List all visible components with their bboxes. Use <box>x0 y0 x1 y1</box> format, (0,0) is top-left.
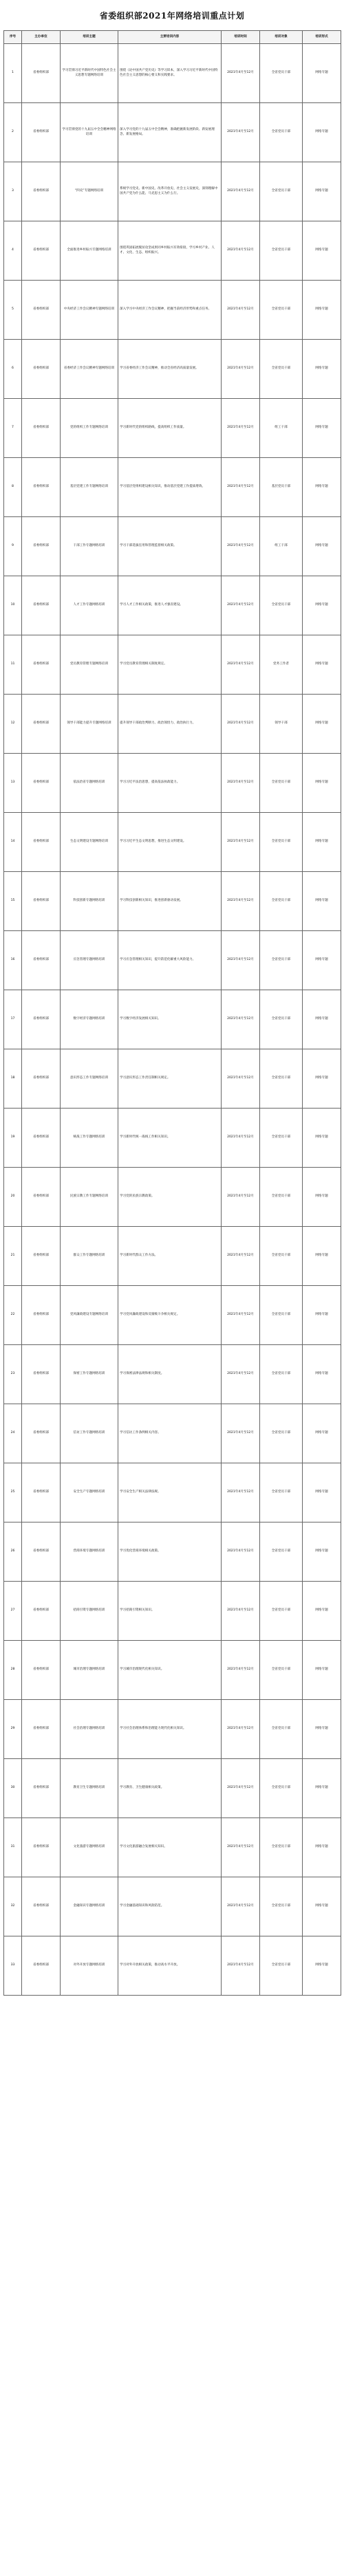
cell-no: 4 <box>4 221 22 281</box>
cell-org: 省委组织部 <box>22 399 61 458</box>
table-row <box>4 517 341 576</box>
cell-no: 11 <box>4 635 22 695</box>
cell-topic: 群众工作专题网络培训 <box>61 1227 118 1286</box>
cell-no: 21 <box>4 1227 22 1286</box>
cell-audience: 全省党员干部 <box>260 1759 303 1818</box>
cell-org: 省委组织部 <box>22 635 61 695</box>
cell-format: 网络专题 <box>303 695 341 754</box>
cell-audience: 全省党员干部 <box>260 576 303 635</box>
cell-topic: 全面推进乡村振兴专题网络培训 <box>61 221 118 281</box>
table-row <box>4 44 341 103</box>
cell-audience: 全省党员干部 <box>260 1877 303 1936</box>
cell-content: 学习金融基础知识和风险防范。 <box>118 1877 222 1936</box>
cell-topic: 基层党建工作专题网络培训 <box>61 458 118 517</box>
cell-no: 17 <box>4 990 22 1049</box>
cell-format: 网络专题 <box>303 1582 341 1641</box>
cell-audience: 党务工作者 <box>260 635 303 695</box>
cell-org: 省委组织部 <box>22 281 61 340</box>
cell-org: 省委组织部 <box>22 517 61 576</box>
cell-no: 5 <box>4 281 22 340</box>
cell-no: 10 <box>4 576 22 635</box>
cell-content: 学习数字经济发展相关知识。 <box>118 990 222 1049</box>
table-row <box>4 576 341 635</box>
cell-time: 2021年4月至12月 <box>222 44 260 103</box>
cell-format: 网络专题 <box>303 1286 341 1345</box>
cell-format: 网络专题 <box>303 576 341 635</box>
cell-audience: 全省党员干部 <box>260 44 303 103</box>
cell-topic: 安全生产专题网络培训 <box>61 1463 118 1522</box>
cell-topic: 社会治理专题网络培训 <box>61 1700 118 1759</box>
cell-format: 网络专题 <box>303 340 341 399</box>
cell-time: 2021年4月至12月 <box>222 872 260 931</box>
cell-format: 网络专题 <box>303 281 341 340</box>
table-row <box>4 1463 341 1522</box>
table-row <box>4 1700 341 1759</box>
cell-time: 2021年4月至12月 <box>222 1582 260 1641</box>
cell-time: 2021年4月至12月 <box>222 1463 260 1522</box>
cell-time: 2021年4月至12月 <box>222 1700 260 1759</box>
cell-no: 28 <box>4 1641 22 1700</box>
cell-topic: 党员教育管理专题网络培训 <box>61 635 118 695</box>
cell-content: 提升领导干部政治判断力、政治领悟力、政治执行力。 <box>118 695 222 754</box>
cell-topic: 学习贯彻党的十九届五中全会精神网络培训 <box>61 103 118 162</box>
cell-topic: 领导干部能力提升专题网络培训 <box>61 695 118 754</box>
cell-audience: 全省党员干部 <box>260 1463 303 1522</box>
cell-org: 省委组织部 <box>22 1049 61 1109</box>
cell-format: 网络专题 <box>303 1522 341 1582</box>
cell-time: 2021年4月至12月 <box>222 458 260 517</box>
cell-content: 学习优化营商环境相关政策。 <box>118 1522 222 1582</box>
cell-audience: 全省党员干部 <box>260 813 303 872</box>
cell-content: 学习习近平生态文明思想，推进生态文明建设。 <box>118 813 222 872</box>
table-body <box>4 44 341 1996</box>
table-row <box>4 103 341 162</box>
cell-format: 网络专题 <box>303 399 341 458</box>
cell-org: 省委组织部 <box>22 1759 61 1818</box>
cell-audience: 全省党员干部 <box>260 1345 303 1404</box>
cell-content: 学习招商引资相关知识。 <box>118 1582 222 1641</box>
cell-org: 省委组织部 <box>22 1227 61 1286</box>
cell-time: 2021年4月至12月 <box>222 1522 260 1582</box>
document-title: 省委组织部2021年网络培训重点计划 <box>99 10 245 21</box>
cell-topic: 民族宗教工作专题网络培训 <box>61 1168 118 1227</box>
cell-time: 2021年4月至12月 <box>222 281 260 340</box>
cell-topic: 对外开放专题网络培训 <box>61 1936 118 1996</box>
cell-topic: 干部工作专题网络培训 <box>61 517 118 576</box>
cell-topic: 文化旅游专题网络培训 <box>61 1818 118 1877</box>
cell-no: 19 <box>4 1109 22 1168</box>
cell-no: 25 <box>4 1463 22 1522</box>
cell-no: 32 <box>4 1877 22 1936</box>
cell-format: 网络专题 <box>303 517 341 576</box>
cell-org: 省委组织部 <box>22 1641 61 1700</box>
cell-time: 2021年4月至12月 <box>222 1936 260 1996</box>
cell-org: 省委组织部 <box>22 1582 61 1641</box>
table-row <box>4 990 341 1049</box>
cell-no: 29 <box>4 1700 22 1759</box>
cell-time: 2021年4月至12月 <box>222 931 260 990</box>
cell-no: 9 <box>4 517 22 576</box>
cell-audience: 领导干部 <box>260 695 303 754</box>
header-no: 序号 <box>4 31 22 44</box>
cell-format: 网络专题 <box>303 1168 341 1227</box>
cell-audience: 全省党员干部 <box>260 1109 303 1168</box>
cell-format: 网络专题 <box>303 754 341 813</box>
cell-topic: 科技创新专题网络培训 <box>61 872 118 931</box>
cell-format: 网络专题 <box>303 1818 341 1877</box>
cell-topic: 学习贯彻习近平新时代中国特色社会主义思想专题网络培训 <box>61 44 118 103</box>
table-row <box>4 1286 341 1345</box>
cell-time: 2021年4月至12月 <box>222 813 260 872</box>
cell-audience: 全省党员干部 <box>260 1936 303 1996</box>
cell-content: 学习党的民族宗教政策。 <box>118 1168 222 1227</box>
table-row <box>4 162 341 221</box>
table-row <box>4 399 341 458</box>
cell-audience: 全省党员干部 <box>260 281 303 340</box>
cell-audience: 全省党员干部 <box>260 1700 303 1759</box>
cell-org: 省委组织部 <box>22 340 61 399</box>
cell-org: 省委组织部 <box>22 103 61 162</box>
cell-no: 2 <box>4 103 22 162</box>
table-row <box>4 635 341 695</box>
cell-time: 2021年4月至12月 <box>222 1168 260 1227</box>
table-header-row <box>4 31 341 44</box>
cell-no: 3 <box>4 162 22 221</box>
cell-no: 16 <box>4 931 22 990</box>
cell-topic: 党的组织工作专题网络培训 <box>61 399 118 458</box>
cell-no: 33 <box>4 1936 22 1996</box>
cell-time: 2021年4月至12月 <box>222 221 260 281</box>
cell-topic: 城市治理专题网络培训 <box>61 1641 118 1700</box>
cell-no: 24 <box>4 1404 22 1463</box>
cell-topic: 金融知识专题网络培训 <box>61 1877 118 1936</box>
table-row <box>4 1641 341 1700</box>
cell-topic: 保密工作专题网络培训 <box>61 1345 118 1404</box>
table-row <box>4 695 341 754</box>
cell-topic: 依法治省专题网络培训 <box>61 754 118 813</box>
cell-content: 学习安全生产相关法律法规。 <box>118 1463 222 1522</box>
cell-org: 省委组织部 <box>22 162 61 221</box>
cell-time: 2021年4月至12月 <box>222 399 260 458</box>
cell-format: 网络专题 <box>303 1049 341 1109</box>
cell-content: 学习保密法律法规和相关制度。 <box>118 1345 222 1404</box>
table-row <box>4 1227 341 1286</box>
cell-org: 省委组织部 <box>22 1522 61 1582</box>
cell-audience: 全省党员干部 <box>260 872 303 931</box>
cell-org: 省委组织部 <box>22 1700 61 1759</box>
table-row <box>4 281 341 340</box>
cell-topic: 统战工作专题网络培训 <box>61 1109 118 1168</box>
table-row <box>4 1522 341 1582</box>
cell-format: 网络专题 <box>303 813 341 872</box>
cell-audience: 全省党员干部 <box>260 754 303 813</box>
cell-topic: 意识形态工作专题网络培训 <box>61 1049 118 1109</box>
cell-time: 2021年4月至12月 <box>222 517 260 576</box>
table-row <box>4 1936 341 1996</box>
cell-org: 省委组织部 <box>22 1818 61 1877</box>
cell-topic: 营商环境专题网络培训 <box>61 1522 118 1582</box>
cell-format: 网络专题 <box>303 458 341 517</box>
cell-no: 27 <box>4 1582 22 1641</box>
cell-format: 网络专题 <box>303 1877 341 1936</box>
cell-time: 2021年4月至12月 <box>222 1109 260 1168</box>
header-audience: 培训对象 <box>260 31 303 44</box>
cell-format: 网络专题 <box>303 44 341 103</box>
cell-content: 学习新时代群众工作方法。 <box>118 1227 222 1286</box>
cell-time: 2021年4月至12月 <box>222 1227 260 1286</box>
cell-content: 围绕巩固拓展脱贫攻坚成果同乡村振兴有效衔接，学习乡村产业、人才、文化、生态、组织振兴。 <box>118 221 222 281</box>
header-topic: 培训主题 <box>61 31 118 44</box>
cell-no: 7 <box>4 399 22 458</box>
cell-org: 省委组织部 <box>22 1404 61 1463</box>
header-format: 培训形式 <box>303 31 341 44</box>
cell-format: 网络专题 <box>303 221 341 281</box>
table-row <box>4 1759 341 1818</box>
cell-no: 14 <box>4 813 22 872</box>
cell-no: 1 <box>4 44 22 103</box>
cell-content: 学习文化旅游融合发展相关知识。 <box>118 1818 222 1877</box>
table-row <box>4 1109 341 1168</box>
cell-time: 2021年4月至12月 <box>222 1404 260 1463</box>
cell-no: 15 <box>4 872 22 931</box>
cell-time: 2021年4月至12月 <box>222 754 260 813</box>
cell-time: 2021年4月至12月 <box>222 1049 260 1109</box>
cell-format: 网络专题 <box>303 1700 341 1759</box>
cell-topic: “四史”专题网络培训 <box>61 162 118 221</box>
cell-content: 学习城市治理现代化相关知识。 <box>118 1641 222 1700</box>
cell-time: 2021年4月至12月 <box>222 990 260 1049</box>
cell-format: 网络专题 <box>303 103 341 162</box>
cell-content: 学习人才工作相关政策，推进人才强省建设。 <box>118 576 222 635</box>
table-row <box>4 1168 341 1227</box>
cell-content: 围绕《论中国共产党历史》等学习读本，深入学习习近平新时代中国特色社会主义思想的核心要义和实践要求。 <box>118 44 222 103</box>
cell-org: 省委组织部 <box>22 1877 61 1936</box>
table-row <box>4 872 341 931</box>
cell-format: 网络专题 <box>303 1759 341 1818</box>
cell-org: 省委组织部 <box>22 458 61 517</box>
table-row <box>4 340 341 399</box>
table-row <box>4 1404 341 1463</box>
cell-format: 网络专题 <box>303 1404 341 1463</box>
cell-content: 学习教育、卫生健康相关政策。 <box>118 1759 222 1818</box>
cell-org: 省委组织部 <box>22 754 61 813</box>
cell-no: 22 <box>4 1286 22 1345</box>
cell-format: 网络专题 <box>303 931 341 990</box>
cell-audience: 全省党员干部 <box>260 1818 303 1877</box>
cell-format: 网络专题 <box>303 1109 341 1168</box>
cell-audience: 全省党员干部 <box>260 990 303 1049</box>
cell-no: 31 <box>4 1818 22 1877</box>
cell-audience: 组工干部 <box>260 517 303 576</box>
table-row <box>4 1345 341 1404</box>
cell-no: 23 <box>4 1345 22 1404</box>
cell-time: 2021年4月至12月 <box>222 635 260 695</box>
header-time: 培训时间 <box>222 31 260 44</box>
cell-topic: 信访工作专题网络培训 <box>61 1404 118 1463</box>
cell-format: 网络专题 <box>303 1345 341 1404</box>
cell-audience: 全省党员干部 <box>260 1641 303 1700</box>
table-row <box>4 813 341 872</box>
cell-content: 学习意识形态工作责任制相关规定。 <box>118 1049 222 1109</box>
cell-content: 学习科技创新相关知识，推进创新驱动发展。 <box>118 872 222 931</box>
cell-time: 2021年4月至12月 <box>222 1759 260 1818</box>
cell-org: 省委组织部 <box>22 1463 61 1522</box>
cell-org: 省委组织部 <box>22 1109 61 1168</box>
cell-org: 省委组织部 <box>22 1936 61 1996</box>
cell-time: 2021年4月至12月 <box>222 1641 260 1700</box>
cell-audience: 全省党员干部 <box>260 162 303 221</box>
cell-topic: 党风廉政建设专题网络培训 <box>61 1286 118 1345</box>
cell-audience: 全省党员干部 <box>260 1582 303 1641</box>
cell-content: 学习应急管理相关知识，提升防范化解重大风险能力。 <box>118 931 222 990</box>
cell-time: 2021年4月至12月 <box>222 576 260 635</box>
cell-format: 网络专题 <box>303 1463 341 1522</box>
cell-content: 深入学习中央经济工作会议精神，把握当前经济形势和重点任务。 <box>118 281 222 340</box>
cell-topic: 中央经济工作会议精神专题网络培训 <box>61 281 118 340</box>
table-row <box>4 1877 341 1936</box>
cell-topic: 教育卫生专题网络培训 <box>61 1759 118 1818</box>
cell-no: 20 <box>4 1168 22 1227</box>
training-plan-table <box>3 30 341 1996</box>
cell-content: 深入学习党的十九届五中全会精神，准确把握新发展阶段、新发展理念、新发展格局。 <box>118 103 222 162</box>
cell-topic: 应急管理专题网络培训 <box>61 931 118 990</box>
cell-content: 学习新时代党的组织路线，提高组织工作质量。 <box>118 399 222 458</box>
cell-audience: 基层党员干部 <box>260 458 303 517</box>
cell-no: 8 <box>4 458 22 517</box>
cell-time: 2021年4月至12月 <box>222 1345 260 1404</box>
table-row <box>4 1049 341 1109</box>
cell-org: 省委组织部 <box>22 1286 61 1345</box>
cell-content: 学习基层党组织建设相关知识，推动基层党建工作提质增效。 <box>118 458 222 517</box>
cell-content: 学习省委经济工作会议精神，推动全省经济高质量发展。 <box>118 340 222 399</box>
cell-format: 网络专题 <box>303 990 341 1049</box>
cell-topic: 省委经济工作会议精神专题网络培训 <box>61 340 118 399</box>
cell-time: 2021年4月至12月 <box>222 340 260 399</box>
cell-org: 省委组织部 <box>22 990 61 1049</box>
cell-audience: 全省党员干部 <box>260 1168 303 1227</box>
cell-org: 省委组织部 <box>22 221 61 281</box>
cell-no: 12 <box>4 695 22 754</box>
cell-no: 30 <box>4 1759 22 1818</box>
cell-org: 省委组织部 <box>22 44 61 103</box>
cell-format: 网络专题 <box>303 635 341 695</box>
cell-format: 网络专题 <box>303 1936 341 1996</box>
cell-org: 省委组织部 <box>22 1168 61 1227</box>
cell-format: 网络专题 <box>303 1641 341 1700</box>
cell-time: 2021年4月至12月 <box>222 1286 260 1345</box>
table-row <box>4 221 341 281</box>
header-content: 主要培训内容 <box>118 31 222 44</box>
cell-time: 2021年4月至12月 <box>222 162 260 221</box>
table-row <box>4 1582 341 1641</box>
cell-format: 网络专题 <box>303 872 341 931</box>
cell-topic: 人才工作专题网络培训 <box>61 576 118 635</box>
cell-format: 网络专题 <box>303 162 341 221</box>
cell-content: 学习干部选拔任用和管理监督相关政策。 <box>118 517 222 576</box>
cell-content: 学习习近平法治思想，提高依法执政能力。 <box>118 754 222 813</box>
cell-content: 学习社会治理体系和治理能力现代化相关知识。 <box>118 1700 222 1759</box>
cell-audience: 全省党员干部 <box>260 1227 303 1286</box>
cell-audience: 全省党员干部 <box>260 103 303 162</box>
cell-org: 省委组织部 <box>22 872 61 931</box>
cell-audience: 全省党员干部 <box>260 221 303 281</box>
cell-time: 2021年4月至12月 <box>222 103 260 162</box>
cell-org: 省委组织部 <box>22 695 61 754</box>
cell-topic: 数字经济专题网络培训 <box>61 990 118 1049</box>
cell-content: 学习新时代统一战线工作相关知识。 <box>118 1109 222 1168</box>
cell-org: 省委组织部 <box>22 931 61 990</box>
cell-content: 学习信访工作条例相关内容。 <box>118 1404 222 1463</box>
cell-org: 省委组织部 <box>22 813 61 872</box>
cell-time: 2021年4月至12月 <box>222 1877 260 1936</box>
cell-topic: 生态文明建设专题网络培训 <box>61 813 118 872</box>
cell-audience: 全省党员干部 <box>260 1404 303 1463</box>
cell-no: 26 <box>4 1522 22 1582</box>
cell-topic: 招商引资专题网络培训 <box>61 1582 118 1641</box>
header-org: 主办单位 <box>22 31 61 44</box>
table-row <box>4 754 341 813</box>
cell-no: 18 <box>4 1049 22 1109</box>
cell-audience: 全省党员干部 <box>260 1522 303 1582</box>
cell-format: 网络专题 <box>303 1227 341 1286</box>
cell-audience: 全省党员干部 <box>260 931 303 990</box>
table-row <box>4 1818 341 1877</box>
cell-content: 学习党员教育管理相关制度规定。 <box>118 635 222 695</box>
table-row <box>4 931 341 990</box>
cell-time: 2021年4月至12月 <box>222 695 260 754</box>
table-row <box>4 458 341 517</box>
cell-org: 省委组织部 <box>22 1345 61 1404</box>
cell-audience: 全省党员干部 <box>260 340 303 399</box>
cell-org: 省委组织部 <box>22 576 61 635</box>
cell-no: 6 <box>4 340 22 399</box>
cell-content: 学习党风廉政建设和反腐败斗争相关规定。 <box>118 1286 222 1345</box>
cell-audience: 组工干部 <box>260 399 303 458</box>
cell-audience: 全省党员干部 <box>260 1286 303 1345</box>
cell-audience: 全省党员干部 <box>260 1049 303 1109</box>
cell-time: 2021年4月至12月 <box>222 1818 260 1877</box>
cell-no: 13 <box>4 754 22 813</box>
cell-content: 学习对外开放相关政策，推动高水平开放。 <box>118 1936 222 1996</box>
cell-content: 系统学习党史、新中国史、改革开放史、社会主义发展史，深刻理解中国共产党为什么能、马克思主义为什么行。 <box>118 162 222 221</box>
